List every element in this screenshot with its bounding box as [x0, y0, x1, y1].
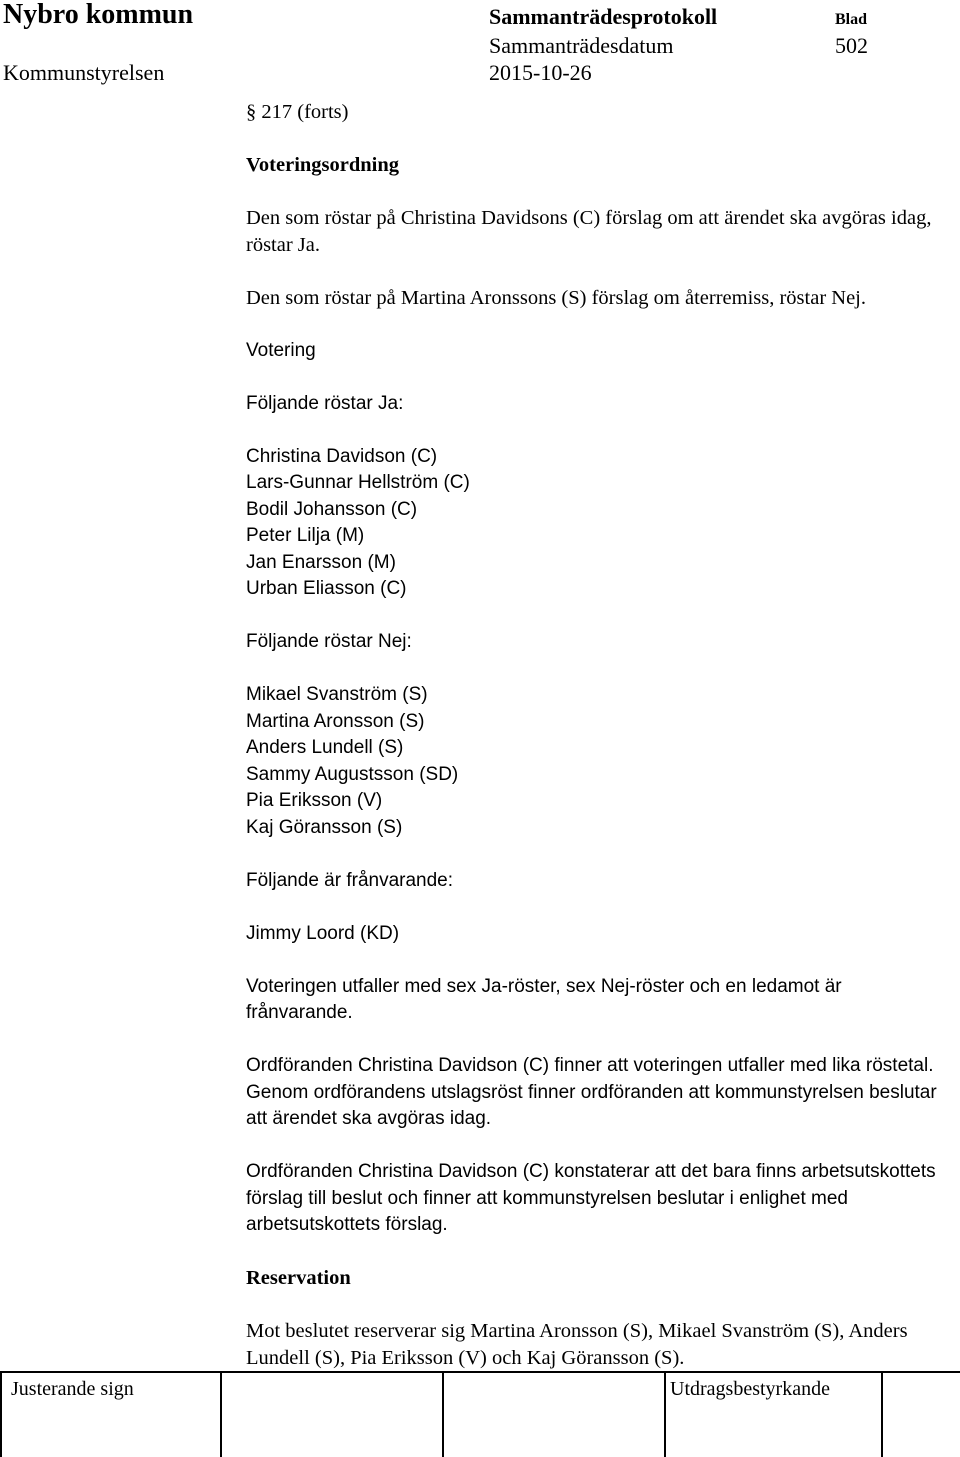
ja-voter-list: [246, 444, 946, 603]
list-item: Martina Aronsson (S): [246, 710, 425, 732]
signature-table: [0, 1371, 960, 1455]
utdrag-label: Utdragsbestyrkande: [670, 1378, 830, 1400]
list-item: Peter Lilja (M): [246, 525, 365, 546]
justerande-label: Justerande sign: [11, 1378, 134, 1400]
chair-tie-break-text: Ordföranden Christina Davidson (C) finner att voteringen utfaller med lika röstetal. Genom ordförandens utslagsröst finner ordföranden att kommunstyrelsen beslutar att ärendet ska avgöras idag.: [246, 1055, 937, 1129]
blad-label: Blad: [835, 11, 868, 28]
list-item: Christina Davidson (C): [246, 445, 438, 467]
page-number: 502: [835, 33, 868, 58]
list-item: Jan Enarsson (M): [246, 551, 396, 573]
signature-cell[interactable]: [220, 1373, 442, 1457]
protocol-body: [246, 99, 946, 1371]
list-item: Anders Lundell (S): [246, 737, 404, 758]
list-item: Mikael Svanström (S): [246, 684, 428, 705]
utdrag-cell[interactable]: [664, 1373, 881, 1457]
protocol-title: Sammanträdesprotokoll: [489, 4, 718, 29]
municipality-name: Nybro kommun: [3, 0, 194, 30]
votering-heading: Votering: [246, 339, 316, 361]
absent-list: [246, 921, 946, 948]
ja-intro: Följande röstar Ja:: [246, 392, 404, 414]
list-item: Lars-Gunnar Hellström (C): [246, 472, 470, 493]
list-item: Jimmy Loord (KD): [246, 922, 400, 944]
date-label: Sammanträdesdatum: [489, 33, 674, 58]
nej-intro: Följande röstar Nej:: [246, 631, 412, 652]
ja-rule-text: Den som röstar på Christina Davidsons (C) förslag om att ärendet ska avgöras idag, röstar Ja.: [246, 207, 932, 256]
nej-rule-text: Den som röstar på Martina Aronssons (S) förslag om återremiss, röstar Nej.: [246, 286, 866, 309]
reservation-heading: Reservation: [246, 1267, 351, 1289]
list-item: Bodil Johansson (C): [246, 498, 418, 520]
list-item: Pia Eriksson (V): [246, 790, 383, 811]
reservation-text: Mot beslutet reserverar sig Martina Aronsson (S), Mikael Svanström (S), Anders Lundell (S), Pia Eriksson (V) och Kaj Göransson (S).: [246, 1320, 908, 1369]
absent-intro: Följande är frånvarande:: [246, 869, 454, 891]
meeting-date: 2015-10-26: [489, 60, 592, 85]
signature-cell[interactable]: [442, 1373, 664, 1457]
list-item: Sammy Augustsson (SD): [246, 763, 459, 785]
organ-name: Kommunstyrelsen: [3, 60, 165, 85]
list-item: Kaj Göransson (S): [246, 816, 403, 838]
list-item: Urban Eliasson (C): [246, 578, 407, 599]
vote-result-text: Voteringen utfaller med sex Ja-röster, sex Nej-röster och en ledamot är frånvarande.: [246, 975, 842, 1023]
justerande-cell[interactable]: [0, 1373, 220, 1457]
nej-voter-list: [246, 682, 946, 841]
signature-cell[interactable]: [881, 1373, 960, 1457]
voteringsordning-heading: Voteringsordning: [246, 154, 400, 176]
paragraph-reference: § 217 (forts): [246, 101, 349, 123]
chair-conclusion-text: Ordföranden Christina Davidson (C) konstaterar att det bara finns arbetsutskottets förslag till beslut och finner att kommunstyrelsen beslutar i enlighet med arbetsutskottets förslag.: [246, 1161, 936, 1235]
